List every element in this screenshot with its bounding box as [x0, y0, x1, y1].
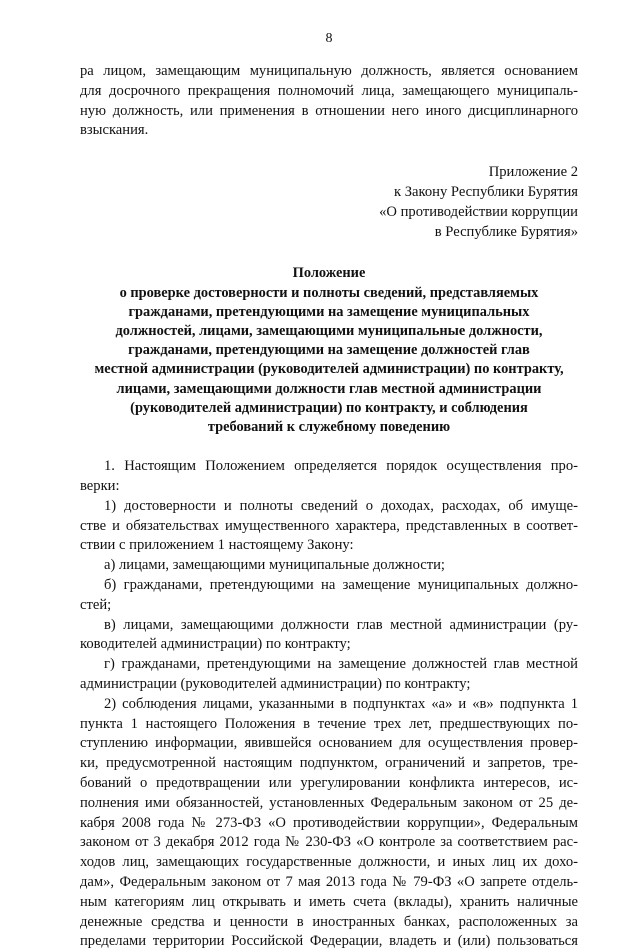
- body-line: б) гражданами, претендующими на замещение муниципальных должно-: [104, 576, 578, 593]
- title-line: должностей, лицами, замещающими муниципальные должности,: [115, 322, 543, 339]
- body-line: бований о предотвращении или урегулировании конфликта интересов, ис-: [80, 774, 578, 791]
- body-line: полнения ими обязанностей, установленных Федеральным законом от 25 де-: [80, 794, 578, 811]
- body-line: ступлению информации, явившейся основанием для осуществления провер-: [80, 735, 578, 752]
- body-line: 1. Настоящим Положением определяется порядок осуществления про-: [104, 458, 578, 475]
- body-text: [80, 457, 578, 952]
- appendix-line: в Республике Бурятия»: [434, 223, 578, 240]
- appendix-line: к Закону Республики Бурятия: [393, 183, 578, 200]
- body-line: денежные средства и ценности в иностранных банках, расположенных за: [80, 913, 578, 930]
- appendix-line: «О противодействии коррупции: [379, 203, 578, 220]
- body-line: пункта 1 настоящего Положения в течение трех лет, предшествующих по-: [80, 715, 578, 732]
- title-line: (руководителей администрации) по контракту, и соблюдения: [130, 399, 528, 416]
- body-line: администрации (руководителей администрации) по контракту;: [80, 675, 471, 692]
- title-line: требований к служебному поведению: [207, 419, 451, 435]
- body-line: ходов лиц, замещающих государственные должности, и иных лиц их дохо-: [80, 854, 578, 871]
- body-line: а) лицами, замещающими муниципальные должности;: [104, 557, 445, 574]
- document-page: [80, 30, 578, 952]
- intro-line: ную должность, или применения в отношении него иного дисциплинарного: [80, 102, 578, 119]
- intro-paragraph: [80, 62, 578, 141]
- body-line: ководителей администрации) по контракту;: [80, 636, 351, 653]
- title-line: лицами, замещающими должности глав местной администрации: [116, 380, 542, 397]
- intro-line: ра лицом, замещающим муниципальную должность, является основанием: [80, 63, 578, 79]
- document-title: [80, 264, 578, 437]
- appendix-line: Приложение 2: [488, 164, 578, 181]
- body-line: в) лицами, замещающими должности глав местной администрации (ру-: [104, 616, 578, 633]
- body-line: г) гражданами, претендующими на замещение должностей глав местной: [104, 656, 578, 673]
- title-line: гражданами, претендующими на замещение муниципальных: [128, 303, 530, 320]
- body-line: ным категориям лиц открывать и иметь счета (вклады), хранить наличные: [80, 893, 578, 910]
- body-line: дам», Федеральным законом от 7 мая 2013 года № 79-ФЗ «О запрете отдель-: [80, 873, 578, 890]
- intro-line: взыскания.: [80, 122, 149, 139]
- body-line: стве и обязательствах имущественного характера, представленных в соответ-: [80, 517, 578, 534]
- title-line: местной администрации (руководителей администрации) по контракту,: [94, 361, 564, 378]
- body-line: кабря 2008 года № 273-ФЗ «О противодействии коррупции», Федеральным: [80, 814, 578, 831]
- body-line: 2) соблюдения лицами, указанными в подпунктах «а» и «в» подпункта 1: [104, 695, 578, 712]
- title-line: гражданами, претендующими на замещение должностей глав: [128, 342, 530, 359]
- body-line: ствии с приложением 1 настоящему Закону:: [80, 537, 354, 554]
- body-line: законом от 3 декабря 2012 года № 230-ФЗ «О контроле за соответствием рас-: [80, 834, 578, 851]
- body-line: ки, предусмотренной настоящим подпунктом, ограничений и запретов, тре-: [80, 755, 578, 772]
- intro-line: для досрочного прекращения полномочий лица, замещающего муниципаль-: [80, 82, 578, 99]
- appendix-header: [80, 163, 578, 242]
- body-line: пределами территории Российской Федерации, владеть и (или) пользоваться: [80, 933, 578, 950]
- body-line: стей;: [80, 596, 112, 613]
- title-line: о проверке достоверности и полноты сведений, представляемых: [119, 284, 539, 301]
- body-line: верки:: [80, 478, 120, 494]
- page-number: 8: [325, 31, 333, 46]
- body-line: 1) достоверности и полноты сведений о доходах, расходах, об имуще-: [104, 497, 578, 514]
- title-line: Положение: [292, 265, 366, 282]
